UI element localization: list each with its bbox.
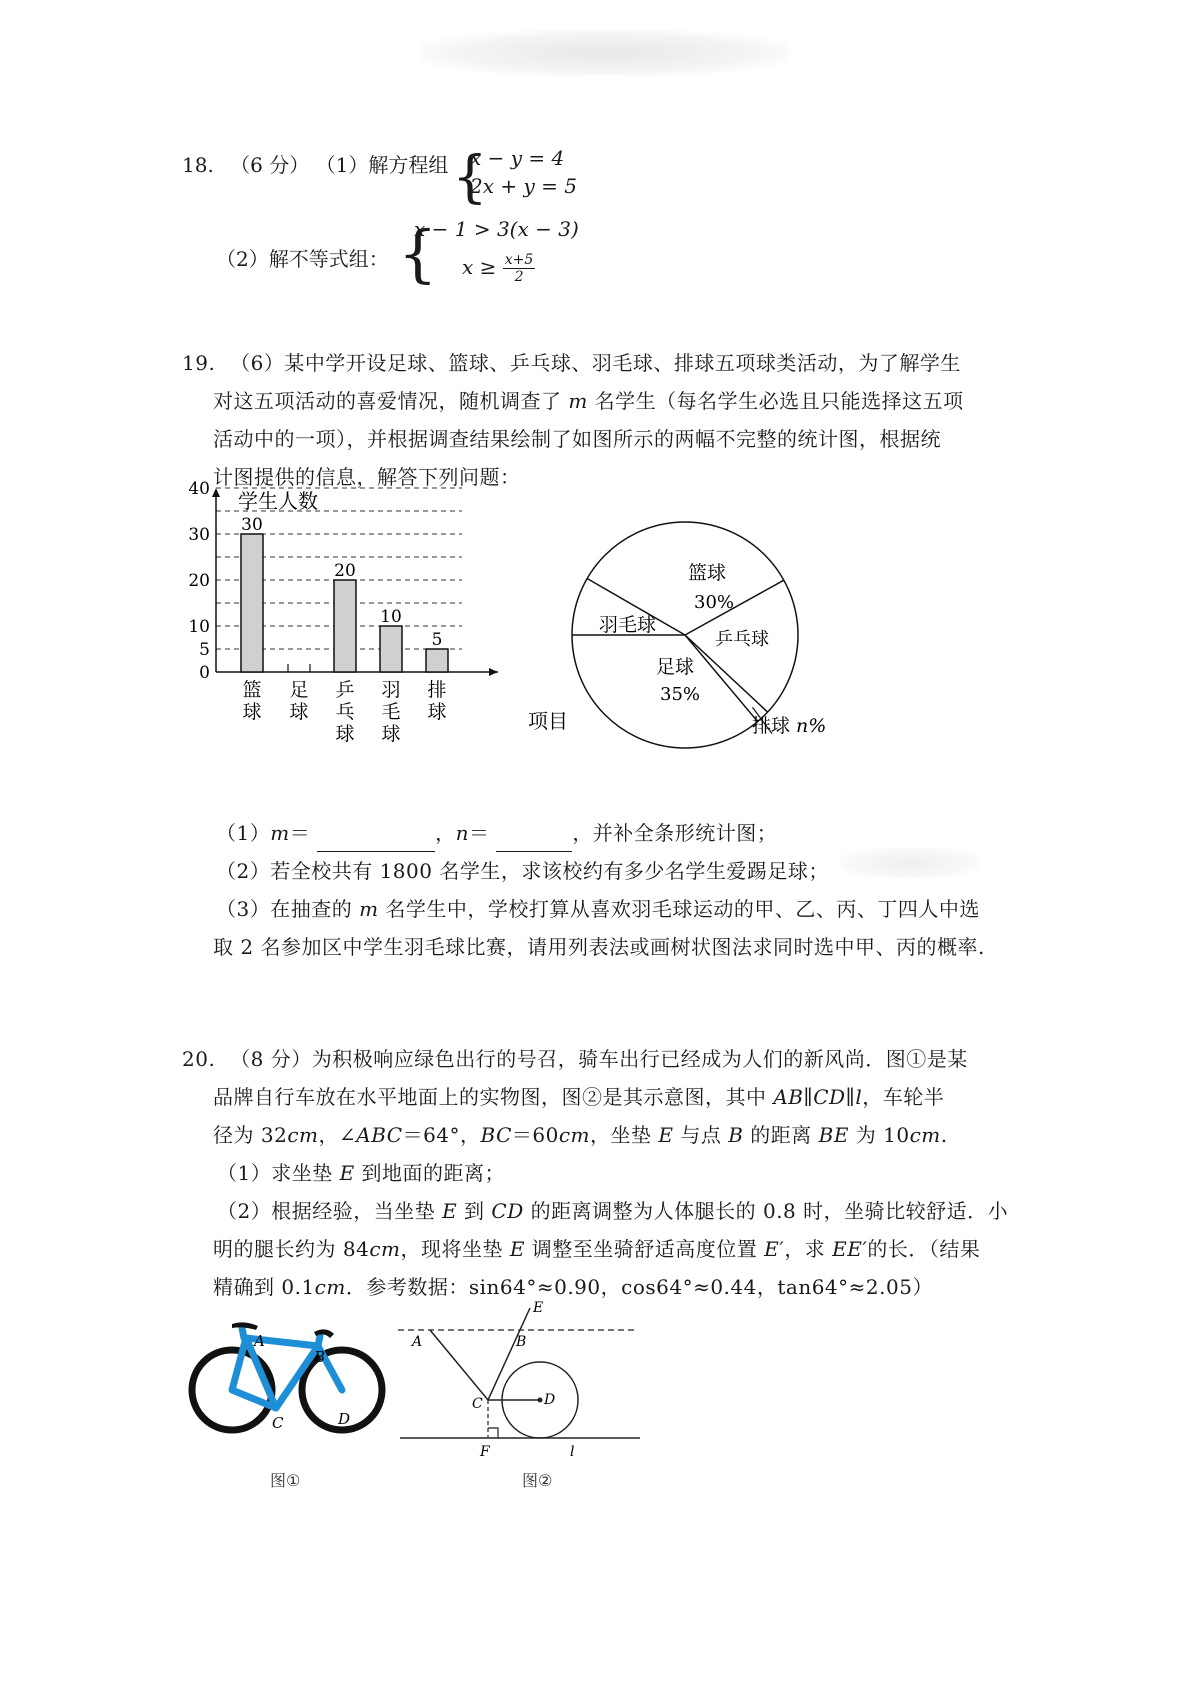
q20-sub1-a: （1）求坐垫 bbox=[217, 1161, 340, 1185]
q19-number: 19. bbox=[182, 351, 216, 375]
q20-l6b: ．参考数据：sin64°≈0.90，cos64°≈0.44，tan64°≈2.05） bbox=[345, 1275, 933, 1299]
bar-category-label: 排 bbox=[427, 679, 447, 701]
q20-l3c: ＝64°， bbox=[402, 1123, 481, 1147]
q20-l5-E2: E′ bbox=[764, 1237, 785, 1261]
q19-line3: 活动中的一项），并根据调查结果绘制了如图所示的两幅不完整的统计图，根据统 bbox=[213, 427, 941, 451]
q19-sub3-b: 名学生中，学校打算从喜欢羽毛球运动的甲、乙、丙、丁四人中选 bbox=[378, 897, 980, 921]
q20-l3-E: E bbox=[658, 1123, 674, 1147]
pie-label-volleyball bbox=[752, 715, 826, 737]
blurred-mark bbox=[840, 848, 980, 878]
q20-sub2-c: 的距离调整为人体腿长的 0.8 时，坐骑比较舒适．小 bbox=[523, 1199, 1009, 1223]
q20-l3-cm3: cm bbox=[909, 1123, 941, 1147]
q19-sub1-eq1: ＝ bbox=[289, 821, 311, 845]
q18-ineq1: x − 1 > 3(x − 3) bbox=[414, 217, 579, 241]
blurred-header bbox=[420, 30, 790, 76]
bar-3 bbox=[380, 626, 402, 672]
bar-ytick-label: 10 bbox=[188, 617, 210, 637]
q20-l6-cm: cm bbox=[314, 1275, 346, 1299]
bar-ytick-label: 40 bbox=[188, 479, 210, 499]
q19-var-m: m bbox=[568, 389, 588, 413]
pie-volleyball-pct: n% bbox=[796, 715, 827, 737]
q19-text bbox=[182, 344, 1042, 496]
bike-frame bbox=[232, 1328, 342, 1408]
q18-number: 18. bbox=[182, 153, 214, 177]
pie-pct-basketball: 30% bbox=[694, 592, 735, 613]
pie-volleyball-name: 排球 bbox=[752, 715, 797, 737]
q20-l3g: 的距离 bbox=[743, 1123, 819, 1147]
bar-category-label: 足 bbox=[289, 679, 309, 701]
q18-part1-label: （1）解方程组 bbox=[315, 153, 449, 177]
q19-sub1-tail: ，并补全条形统计图； bbox=[572, 821, 778, 845]
pie-label-badminton: 羽毛球 bbox=[599, 614, 657, 636]
fig2-label-A: A bbox=[412, 1334, 423, 1350]
bike-stem bbox=[318, 1336, 320, 1346]
fig2-label-D: D bbox=[544, 1392, 556, 1408]
q20-l5b: ，现将坐垫 bbox=[400, 1237, 510, 1261]
pie-label-pingpang: 乒乓球 bbox=[715, 629, 769, 650]
q20-number: 20. bbox=[182, 1047, 216, 1071]
bar-chart-labels bbox=[188, 479, 446, 745]
q20-text bbox=[182, 1040, 1062, 1306]
q19-sub3 bbox=[216, 890, 980, 928]
q19-sub1 bbox=[216, 814, 777, 852]
fig2-label-E: E bbox=[533, 1300, 544, 1316]
q18-fraction bbox=[503, 252, 536, 285]
q19-sub1-eq2: ＝ bbox=[468, 821, 490, 845]
q19-sub3-m: m bbox=[359, 897, 379, 921]
q20-l6a: 精确到 0.1 bbox=[213, 1275, 315, 1299]
bar-value-label: 20 bbox=[334, 561, 356, 581]
q20-l5c: 调整至坐骑舒适高度位置 bbox=[524, 1237, 765, 1261]
fig2-label-B: B bbox=[516, 1334, 527, 1350]
bar-category-label: 球 bbox=[427, 701, 447, 723]
q18-eq1: x − y = 4 bbox=[470, 146, 565, 170]
q20-sub2-b: 到 bbox=[457, 1199, 492, 1223]
fig2-label-F: F bbox=[480, 1444, 490, 1460]
q19-line2-a: 对这五项活动的喜爱情况，随机调查了 bbox=[213, 389, 569, 413]
q19-line1: （6）某中学开设足球、篮球、乒乓球、羽毛球、排球五项球类活动，为了解学生 bbox=[230, 351, 961, 375]
q19-sub3-cont: 取 2 名参加区中学生羽毛球比赛，请用列表法或画树状图法求同时选中甲、丙的概率. bbox=[213, 935, 985, 959]
q18-part2-label: （2）解不等式组： bbox=[216, 247, 389, 271]
q19-sub3-a: （3）在抽查的 bbox=[216, 897, 360, 921]
fig2-center-D bbox=[538, 1398, 543, 1403]
fig2-right-angle bbox=[488, 1428, 498, 1438]
q20-line1: （8 分）为积极响应绿色出行的号召，骑车出行已经成为人们的新风尚．图①是某 bbox=[230, 1047, 968, 1071]
bar-4 bbox=[426, 649, 448, 672]
q20-l5d: ，求 bbox=[784, 1237, 833, 1261]
pie-label-football: 足球 bbox=[656, 656, 695, 678]
bar-category-label: 乓 bbox=[335, 701, 355, 723]
bar-category-label: 球 bbox=[381, 723, 401, 745]
pie-chart bbox=[570, 520, 860, 760]
bar-ytick-label: 30 bbox=[188, 525, 210, 545]
q20-l3a: 径为 32 bbox=[213, 1123, 288, 1147]
q20-l3-cm1: cm bbox=[287, 1123, 319, 1147]
q20-line2-a: 品牌自行车放在水平地面上的实物图，图②是其示意图，其中 bbox=[213, 1085, 774, 1109]
q18-ineq2 bbox=[462, 252, 535, 285]
n-answer-blank[interactable] bbox=[496, 825, 572, 852]
q20-sub2-a: （2）根据经验，当坐垫 bbox=[217, 1199, 443, 1223]
q20-line2-b: ，车轮半 bbox=[862, 1085, 945, 1109]
bar-x-arrow bbox=[489, 668, 498, 676]
q20-l3-abc: ABC bbox=[356, 1123, 403, 1147]
q18-ineq2-lhs: x ≥ bbox=[462, 255, 497, 279]
bar-ytick-label: 20 bbox=[188, 571, 210, 591]
q19-line2-b: 名学生（每名学生必选且只能选择这五项 bbox=[587, 389, 964, 413]
q19-sub1-n: n bbox=[455, 821, 469, 845]
fig1-label-A: A bbox=[254, 1332, 265, 1350]
q20-l3f: 与点 bbox=[673, 1123, 729, 1147]
q20-sub1-b: 到地面的距离； bbox=[354, 1161, 506, 1185]
q20-parallel: AB∥CD∥l bbox=[773, 1085, 863, 1109]
fig2-label-C: C bbox=[472, 1396, 483, 1412]
bar-category-label: 羽 bbox=[381, 679, 401, 701]
bar-y-arrow bbox=[212, 488, 220, 497]
q20-l3d: ＝60 bbox=[511, 1123, 559, 1147]
q20-l5e: 的长．（结果 bbox=[867, 1237, 981, 1261]
bar-value-label: 10 bbox=[380, 607, 402, 627]
q18-frac-den: 2 bbox=[514, 269, 524, 285]
fig2-label-l: l bbox=[570, 1444, 575, 1460]
bar-value-label: 30 bbox=[241, 515, 263, 535]
q20-sub2-CD: CD bbox=[491, 1199, 524, 1223]
q20-sub2-E: E bbox=[442, 1199, 458, 1223]
bar-ytick-label: 5 bbox=[199, 640, 210, 660]
q20-l3h: 为 10 bbox=[848, 1123, 910, 1147]
q20-l3e: ，坐垫 bbox=[590, 1123, 659, 1147]
m-answer-blank[interactable] bbox=[317, 825, 435, 852]
q18-score: （6 分） bbox=[230, 153, 310, 177]
bar-category-label: 篮 bbox=[242, 679, 262, 701]
q18-frac-num: x+5 bbox=[504, 252, 534, 268]
bar-2 bbox=[334, 580, 356, 672]
q20-l3-B: B bbox=[728, 1123, 744, 1147]
q19-sub1-label: （1） bbox=[216, 821, 271, 845]
bar-0 bbox=[241, 534, 263, 672]
pie-pct-football: 35% bbox=[660, 684, 701, 705]
bar-category-label: 球 bbox=[335, 723, 355, 745]
fig1-label-C: C bbox=[272, 1414, 284, 1432]
q20-l5-cm: cm bbox=[369, 1237, 401, 1261]
fig2-caption: 图② bbox=[522, 1471, 553, 1490]
bar-category-label: 球 bbox=[242, 701, 262, 723]
q20-l3-BE: BE bbox=[818, 1123, 849, 1147]
q18-ineq-brace: { bbox=[398, 217, 438, 290]
fig2-segment-AC bbox=[430, 1330, 488, 1400]
bar-chart-ylabel: 学生人数 bbox=[238, 489, 318, 513]
pie-label-basketball: 篮球 bbox=[688, 562, 727, 584]
q20-l5-E: E bbox=[509, 1237, 525, 1261]
bar-value-label: 5 bbox=[431, 630, 443, 650]
q20-l3b: ，∠ bbox=[318, 1123, 357, 1147]
q18-system-brace: { bbox=[452, 145, 488, 210]
schematic-figure bbox=[390, 1296, 650, 1482]
bar-category-label: 毛 bbox=[381, 701, 401, 723]
bar-category-label: 乒 bbox=[335, 679, 355, 701]
q19-sub2: （2）若全校共有 1800 名学生，求该校约有多少名学生爱踢足球； bbox=[216, 859, 829, 883]
bar-category-label: 球 bbox=[289, 701, 309, 723]
q20-sub1-E: E bbox=[339, 1161, 355, 1185]
q20-l3-bc: BC bbox=[480, 1123, 512, 1147]
fig1-caption: 图① bbox=[270, 1471, 301, 1490]
q18-eq2: 2x + y = 5 bbox=[470, 174, 577, 198]
q19-sub1-comma: ， bbox=[435, 821, 456, 845]
q20-l5-EE: EE′ bbox=[832, 1237, 868, 1261]
q19-sub1-m: m bbox=[270, 821, 290, 845]
bar-ytick-label: 0 bbox=[199, 663, 210, 683]
bar-chart bbox=[188, 479, 570, 810]
bike-seat-post bbox=[242, 1328, 244, 1338]
fig2-segment-CE bbox=[488, 1308, 530, 1400]
q20-l3-cm2: cm bbox=[558, 1123, 591, 1147]
q20-l3i: . bbox=[940, 1123, 948, 1147]
q19-line4: 计图提供的信息，解答下列问题： bbox=[213, 465, 521, 489]
q18-heading bbox=[182, 146, 448, 184]
fig1-label-B: B bbox=[314, 1348, 326, 1366]
bar-chart-xlabel: 项目 bbox=[528, 709, 568, 733]
fig1-label-D: D bbox=[338, 1410, 351, 1428]
q20-l5a: 明的腿长约为 84 bbox=[213, 1237, 370, 1261]
